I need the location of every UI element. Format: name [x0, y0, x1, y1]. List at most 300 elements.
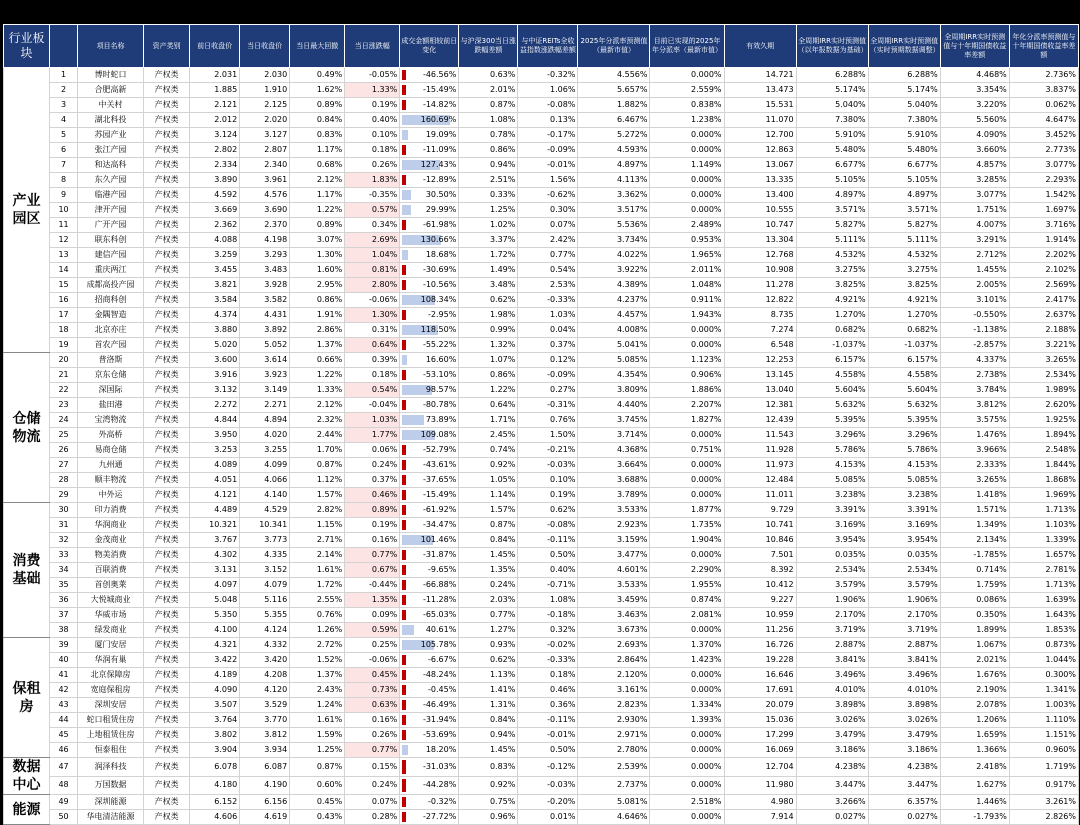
table-cell [578, 518, 650, 533]
cell-value: 1.882% [616, 100, 648, 109]
table-cell [518, 473, 578, 488]
data-bar [402, 730, 406, 740]
table-cell [518, 758, 578, 777]
cell-value: 产权类 [154, 130, 179, 139]
cell-value: 2.826% [1045, 812, 1076, 821]
table-cell [50, 578, 78, 593]
table-cell [190, 368, 240, 383]
cell-value: 0.01% [550, 812, 576, 821]
sector-label: 仓储物流 [4, 353, 50, 503]
column-header: 目前已实现的2025年年分派率（最新市值） [650, 25, 724, 68]
table-row [4, 173, 1079, 188]
cell-value: 2.012 [214, 115, 238, 124]
table-cell [240, 743, 290, 758]
cell-value: 118.50% [420, 325, 457, 334]
table-cell [400, 278, 459, 293]
cell-value: 1.27% [489, 625, 516, 634]
cell-value: 3.483 [264, 265, 288, 274]
table-cell [650, 653, 724, 668]
cell-value: 4.335 [264, 550, 288, 559]
sector-label: 产业园区 [4, 68, 50, 353]
cell-value: 5.480% [835, 145, 866, 154]
table-cell [459, 278, 518, 293]
cell-value: 2.134% [976, 535, 1007, 544]
table-cell [400, 338, 459, 353]
cell-value: 12.381 [765, 400, 794, 409]
table-cell [345, 698, 400, 713]
table-cell [190, 713, 240, 728]
table-row [4, 578, 1079, 593]
table-cell [868, 563, 940, 578]
table-cell [290, 428, 345, 443]
cell-value: 1.904% [691, 535, 722, 544]
cell-value: 0.84% [489, 715, 516, 724]
table-cell [518, 293, 578, 308]
table-cell [240, 368, 290, 383]
table-cell [459, 503, 518, 518]
table-cell [650, 413, 724, 428]
cell-value: 产权类 [154, 700, 179, 709]
cell-value: 外高桥 [98, 430, 123, 439]
cell-value: 0.50% [550, 745, 576, 754]
cell-value: 产权类 [154, 160, 179, 169]
table-cell [940, 518, 1009, 533]
cell-value: -2.95% [428, 310, 457, 319]
cell-value: 3.132 [214, 385, 238, 394]
cell-value: 7.380% [835, 115, 866, 124]
cell-value: 0.46% [371, 490, 398, 499]
table-cell [290, 668, 345, 683]
cell-value: 1.61% [316, 565, 343, 574]
table-cell [518, 488, 578, 503]
table-cell [518, 368, 578, 383]
table-row [4, 128, 1079, 143]
cell-value: 5.111% [835, 235, 866, 244]
table-cell [578, 188, 650, 203]
table-cell [50, 113, 78, 128]
cell-value: -11.09% [422, 145, 457, 154]
cell-value: 中关村 [98, 100, 123, 109]
cell-value: 0.30% [550, 205, 576, 214]
table-row [4, 323, 1079, 338]
table-cell [459, 758, 518, 777]
cell-value: 1.57% [316, 490, 343, 499]
table-cell [518, 698, 578, 713]
cell-value: 13.304 [765, 235, 794, 244]
table-row [4, 398, 1079, 413]
table-cell [518, 278, 578, 293]
table-cell [868, 743, 940, 758]
cell-value: 1.72% [489, 250, 516, 259]
table-cell [50, 653, 78, 668]
cell-value: 11.256 [765, 625, 794, 634]
table-cell [144, 413, 190, 428]
table-cell [724, 668, 796, 683]
cell-value: 0.10% [550, 475, 576, 484]
cell-value: 5 [60, 130, 67, 139]
table-cell [144, 593, 190, 608]
table-cell [50, 353, 78, 368]
table-cell [796, 218, 868, 233]
cell-value: 2.930% [616, 715, 648, 724]
cell-value: 17 [58, 310, 69, 319]
table-cell [724, 758, 796, 777]
table-cell [345, 248, 400, 263]
table-cell [345, 368, 400, 383]
cell-value: 16.069 [765, 745, 794, 754]
cell-value: 2.12% [316, 175, 343, 184]
table-cell [868, 173, 940, 188]
cell-value: 1.943% [691, 310, 722, 319]
cell-value: 1.571% [976, 505, 1007, 514]
cell-value: -9.65% [428, 565, 457, 574]
table-cell [868, 795, 940, 810]
cell-value: 0.000% [691, 70, 722, 79]
table-cell [796, 533, 868, 548]
cell-value: 3.517% [616, 205, 648, 214]
table-cell [144, 218, 190, 233]
table-cell [240, 713, 290, 728]
table-cell [290, 488, 345, 503]
cell-value: 4.857% [976, 160, 1007, 169]
table-cell [240, 338, 290, 353]
cell-value: 2.030 [264, 70, 288, 79]
cell-value: 5.910% [907, 130, 938, 139]
cell-value: 4.088 [214, 235, 238, 244]
table-cell [50, 683, 78, 698]
cell-value: 5.085% [616, 355, 648, 364]
cell-value: 18 [58, 325, 69, 334]
cell-value: 0.39% [371, 355, 398, 364]
cell-value: 2.887% [907, 640, 938, 649]
table-cell [459, 248, 518, 263]
cell-value: 1.370% [691, 640, 722, 649]
cell-value: 产权类 [154, 535, 179, 544]
table-cell [400, 293, 459, 308]
cell-value: 2.802 [214, 145, 238, 154]
cell-value: 0.84% [316, 115, 343, 124]
cell-value: 5.395% [835, 415, 866, 424]
table-row [4, 653, 1079, 668]
table-row [4, 713, 1079, 728]
cell-value: 0.18% [371, 145, 398, 154]
cell-value: 3.026% [835, 715, 866, 724]
table-cell [78, 383, 144, 398]
table-cell [240, 188, 290, 203]
cell-value: 2.44% [316, 430, 343, 439]
table-cell [650, 338, 724, 353]
cell-value: 40 [58, 655, 69, 664]
table-row [4, 293, 1079, 308]
table-cell [345, 563, 400, 578]
cell-value: 0.18% [371, 370, 398, 379]
cell-value: 0.16% [371, 535, 398, 544]
table-cell [345, 578, 400, 593]
table-cell [50, 488, 78, 503]
cell-value: 0.46% [550, 685, 576, 694]
table-cell [868, 338, 940, 353]
table-cell [345, 473, 400, 488]
cell-value: 2.14% [316, 550, 343, 559]
table-row [4, 263, 1079, 278]
table-cell [868, 248, 940, 263]
table-cell [400, 653, 459, 668]
table-cell [345, 188, 400, 203]
table-cell [50, 518, 78, 533]
cell-value: 1.149% [691, 160, 722, 169]
table-cell [240, 608, 290, 623]
table-cell [724, 593, 796, 608]
table-cell [868, 608, 940, 623]
cell-value: 0.911% [691, 295, 722, 304]
table-cell [190, 353, 240, 368]
table-cell [868, 548, 940, 563]
cell-value: -0.06% [368, 655, 398, 664]
table-row [4, 308, 1079, 323]
table-cell [459, 203, 518, 218]
cell-value: 0.874% [691, 595, 722, 604]
data-bar [402, 205, 411, 215]
table-cell [50, 278, 78, 293]
table-cell [868, 308, 940, 323]
table-cell [796, 443, 868, 458]
table-cell [400, 233, 459, 248]
table-cell [290, 473, 345, 488]
table-cell [1009, 518, 1078, 533]
table-cell [400, 203, 459, 218]
table-cell [78, 203, 144, 218]
cell-value: 31 [58, 520, 69, 529]
table-row [4, 795, 1079, 810]
table-cell [190, 248, 240, 263]
table-cell [518, 653, 578, 668]
table-row [4, 518, 1079, 533]
cell-value: 3.767 [214, 535, 238, 544]
cell-value: 0.68% [316, 160, 343, 169]
cell-value: 1.13% [489, 670, 516, 679]
data-bar [402, 280, 406, 290]
table-cell [940, 488, 1009, 503]
table-cell [796, 308, 868, 323]
table-cell [796, 758, 868, 777]
cell-value: 40.61% [425, 625, 457, 634]
cell-value: -14.82% [422, 100, 457, 109]
cell-value: 2.031 [214, 70, 238, 79]
cell-value: 产权类 [154, 670, 179, 679]
cell-value: 12.700 [765, 130, 794, 139]
table-cell [940, 323, 1009, 338]
table-cell [1009, 143, 1078, 158]
table-cell [940, 473, 1009, 488]
cell-value: 0.89% [316, 100, 343, 109]
cell-value: 0.31% [371, 325, 398, 334]
cell-value: 0.25% [371, 640, 398, 649]
cell-value: 0.24% [371, 780, 398, 790]
table-cell [868, 353, 940, 368]
data-bar [402, 130, 408, 140]
cell-value: 4.619 [264, 812, 288, 821]
table-cell [290, 113, 345, 128]
table-cell [290, 128, 345, 143]
cell-value: 108.34% [420, 295, 457, 304]
table-cell [400, 308, 459, 323]
cell-value: 0.000% [691, 475, 722, 484]
cell-value: 2.340 [264, 160, 288, 169]
cell-value: 产权类 [154, 520, 179, 529]
cell-value: 4.556% [616, 70, 648, 79]
cell-value: 3.821 [214, 280, 238, 289]
table-cell [400, 810, 459, 825]
cell-value: 4.332 [264, 640, 288, 649]
cell-value: 2.43% [316, 685, 343, 694]
column-header: 当日涨跌幅 [345, 25, 400, 68]
table-cell [190, 563, 240, 578]
cell-value: 50 [58, 812, 69, 821]
table-cell [796, 428, 868, 443]
data-bar [402, 370, 406, 380]
table-cell [650, 128, 724, 143]
cell-value: 6.357% [907, 797, 938, 806]
cell-value: 0.28% [371, 812, 398, 821]
table-cell [650, 533, 724, 548]
table-cell [518, 338, 578, 353]
table-cell [650, 308, 724, 323]
cell-value: 4.302 [214, 550, 238, 559]
cell-value: 2.712% [976, 250, 1007, 259]
cell-value: 0.751% [691, 445, 722, 454]
table-cell [78, 713, 144, 728]
cell-value: 0.000% [691, 550, 722, 559]
table-cell [1009, 398, 1078, 413]
table-cell [796, 593, 868, 608]
table-cell [144, 428, 190, 443]
cell-value: 1.62% [316, 85, 343, 94]
cell-value: -65.03% [422, 610, 457, 619]
cell-value: 5.910% [835, 130, 866, 139]
cell-value: 22 [58, 385, 69, 394]
cell-value: 1.735% [691, 520, 722, 529]
cell-value: 17.691 [765, 685, 794, 694]
table-cell [459, 98, 518, 113]
cell-value: 2.020 [264, 115, 288, 124]
cell-value: 0.62% [489, 655, 516, 664]
table-cell [578, 248, 650, 263]
table-cell [78, 653, 144, 668]
cell-value: 5.111% [907, 235, 938, 244]
cell-value: 7.274 [770, 325, 794, 334]
table-cell [190, 728, 240, 743]
table-cell [1009, 158, 1078, 173]
table-cell [290, 533, 345, 548]
table-cell [240, 518, 290, 533]
cell-value: 3.614 [264, 355, 288, 364]
table-cell [650, 113, 724, 128]
cell-value: 0.92% [489, 780, 516, 790]
table-cell [190, 98, 240, 113]
cell-value: 华润商业 [94, 520, 127, 529]
cell-value: 4.090 [214, 685, 238, 694]
cell-value: 39 [58, 640, 69, 649]
cell-value: 0.64% [371, 340, 398, 349]
cell-value: 1.52% [316, 655, 343, 664]
cell-value: 2.518% [691, 797, 722, 806]
table-row [4, 668, 1079, 683]
table-cell [345, 293, 400, 308]
cell-value: 产权类 [154, 85, 179, 94]
cell-value: 15.036 [765, 715, 794, 724]
data-bar [402, 610, 406, 620]
cell-value: 2.95% [316, 280, 343, 289]
table-cell [578, 533, 650, 548]
cell-value: 5.020 [214, 340, 238, 349]
cell-value: 4.238% [907, 761, 938, 771]
table-cell [724, 323, 796, 338]
table-cell [345, 503, 400, 518]
cell-value: 4.099 [264, 460, 288, 469]
table-cell [724, 518, 796, 533]
table-cell [518, 218, 578, 233]
cell-value: 1.59% [316, 730, 343, 739]
table-cell [868, 503, 940, 518]
table-cell [796, 98, 868, 113]
table-cell [459, 810, 518, 825]
cell-value: 0.99% [489, 325, 516, 334]
data-bar [402, 797, 406, 807]
cell-value: -55.22% [422, 340, 457, 349]
table-cell [144, 113, 190, 128]
cell-value: 0.19% [371, 520, 398, 529]
table-cell [190, 518, 240, 533]
table-cell [400, 623, 459, 638]
table-cell [868, 383, 940, 398]
cell-value: 0.000% [691, 325, 722, 334]
cell-value: 1.627% [976, 780, 1007, 790]
cell-value: 3.714% [616, 430, 648, 439]
table-row [4, 83, 1079, 98]
table-cell [796, 383, 868, 398]
column-header: 2025年分派率预测值（最新市值） [578, 25, 650, 68]
cell-value: 0.838% [691, 100, 722, 109]
cell-value: 2.102% [1045, 265, 1076, 274]
data-bar [402, 460, 406, 470]
cell-value: 金茂商业 [94, 535, 127, 544]
table-cell [290, 683, 345, 698]
cell-value: 0.86% [316, 295, 343, 304]
table-cell [345, 713, 400, 728]
cell-value: -31.03% [422, 761, 457, 771]
cell-value: 5.604% [907, 385, 938, 394]
column-header: 行业板块 [4, 25, 50, 68]
cell-value: 3.477% [616, 550, 648, 559]
table-cell [578, 758, 650, 777]
table-cell [940, 338, 1009, 353]
cell-value: 2.693% [616, 640, 648, 649]
cell-value: 98.57% [425, 385, 457, 394]
table-cell [190, 203, 240, 218]
cell-value: 1.955% [691, 580, 722, 589]
table-row [4, 728, 1079, 743]
cell-value: -0.06% [368, 295, 398, 304]
table-cell [650, 398, 724, 413]
table-cell [724, 623, 796, 638]
cell-value: -27.72% [422, 812, 457, 821]
cell-value: 4.097 [214, 580, 238, 589]
cell-value: 深国际 [98, 385, 123, 394]
table-cell [459, 323, 518, 338]
table-row [4, 68, 1079, 83]
cell-value: 5.040% [835, 100, 866, 109]
table-cell [240, 810, 290, 825]
